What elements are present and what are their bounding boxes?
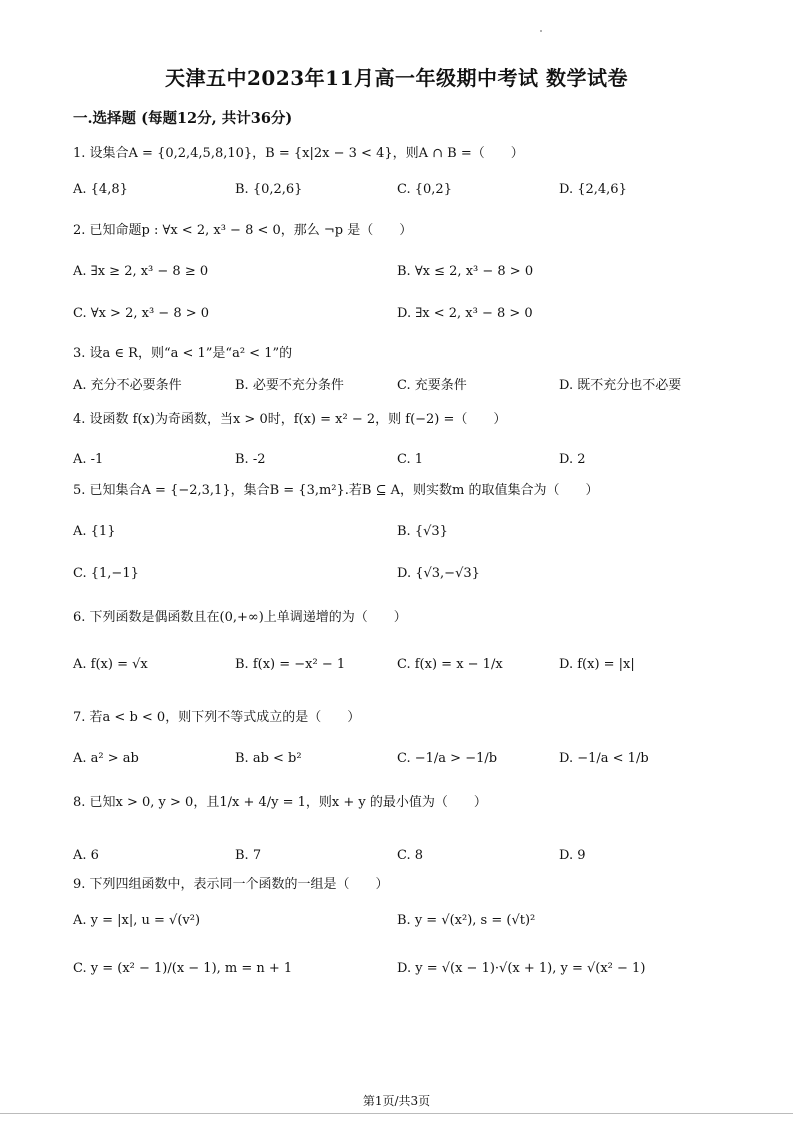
- question-5-stem: 5. 已知集合A = {−2,3,1}，集合B = {3,m²}.若B ⊆ A，则实数m 的取值集合为（ ）: [73, 483, 599, 498]
- question-8-stem: 8. 已知x > 0, y > 0，且1/x + 4/y = 1，则x + y 的最小值为（ ）: [73, 795, 487, 810]
- q8-option-a: A. 6: [73, 848, 99, 863]
- question-4-stem: 4. 设函数 f(x)为奇函数，当x > 0时，f(x) = x² − 2，则 f(−2) =（ ）: [73, 412, 507, 427]
- q1-option-c: C. {0,2}: [397, 182, 452, 197]
- q5-option-b: B. {√3}: [397, 524, 448, 539]
- question-9-stem: 9. 下列四组函数中，表示同一个函数的一组是（ ）: [73, 877, 389, 892]
- q2-option-d: D. ∃x < 2, x³ − 8 > 0: [397, 306, 533, 321]
- scan-speck: [540, 30, 542, 32]
- q3-option-c: C. 充要条件: [397, 378, 467, 393]
- q6-option-c: C. f(x) = x − 1/x: [397, 657, 503, 672]
- question-6-stem: 6. 下列函数是偶函数且在(0,+∞)上单调递增的为（ ）: [73, 610, 407, 625]
- q1-option-d: D. {2,4,6}: [559, 182, 627, 197]
- q3-option-a: A. 充分不必要条件: [73, 378, 182, 393]
- q2-option-c: C. ∀x > 2, x³ − 8 > 0: [73, 306, 210, 321]
- q7-option-b: B. ab < b²: [235, 751, 302, 766]
- q4-option-b: B. -2: [235, 452, 266, 467]
- q1-option-a: A. {4,8}: [73, 182, 128, 197]
- footer-divider: [0, 1113, 793, 1114]
- q8-option-d: D. 9: [559, 848, 586, 863]
- q1-option-b: B. {0,2,6}: [235, 182, 303, 197]
- q2-option-b: B. ∀x ≤ 2, x³ − 8 > 0: [397, 264, 534, 279]
- page-footer: 第1页/共3页: [362, 1094, 431, 1108]
- question-3-stem: 3. 设a ∈ R，则“a < 1”是“a² < 1”的: [73, 346, 293, 361]
- q5-option-a: A. {1}: [73, 524, 116, 539]
- q4-option-a: A. -1: [73, 452, 104, 467]
- q9-option-b: B. y = √(x²), s = (√t)²: [397, 913, 536, 928]
- q8-option-b: B. 7: [235, 848, 262, 863]
- q5-option-c: C. {1,−1}: [73, 566, 139, 581]
- q2-option-a: A. ∃x ≥ 2, x³ − 8 ≥ 0: [73, 264, 209, 279]
- q9-option-c: C. y = (x² − 1)/(x − 1), m = n + 1: [73, 961, 293, 976]
- q7-option-d: D. −1/a < 1/b: [559, 751, 649, 766]
- q6-option-d: D. f(x) = |x|: [559, 657, 635, 672]
- section-heading: 一.选择题 (每题12分, 共计36分): [73, 110, 293, 127]
- q3-option-d: D. 既不充分也不必要: [559, 378, 682, 393]
- question-2-stem: 2. 已知命题p : ∀x < 2, x³ − 8 < 0，那么 ¬p 是（ ）: [73, 223, 413, 238]
- page-title: 天津五中2023年11月高一年级期中考试 数学试卷: [165, 66, 628, 90]
- q4-option-c: C. 1: [397, 452, 424, 467]
- q7-option-a: A. a² > ab: [73, 751, 139, 766]
- q5-option-d: D. {√3,−√3}: [397, 566, 480, 581]
- q3-option-b: B. 必要不充分条件: [235, 378, 344, 393]
- question-1-stem: 1. 设集合A = {0,2,4,5,8,10}，B = {x|2x − 3 < 4}，则A ∩ B =（ ）: [73, 146, 524, 161]
- q8-option-c: C. 8: [397, 848, 424, 863]
- q6-option-b: B. f(x) = −x² − 1: [235, 657, 346, 672]
- q7-option-c: C. −1/a > −1/b: [397, 751, 498, 766]
- q9-option-a: A. y = |x|, u = √(v²): [73, 913, 201, 928]
- question-7-stem: 7. 若a < b < 0，则下列不等式成立的是（ ）: [73, 710, 361, 725]
- q6-option-a: A. f(x) = √x: [73, 657, 148, 672]
- q4-option-d: D. 2: [559, 452, 586, 467]
- q9-option-d: D. y = √(x − 1)·√(x + 1), y = √(x² − 1): [397, 961, 646, 976]
